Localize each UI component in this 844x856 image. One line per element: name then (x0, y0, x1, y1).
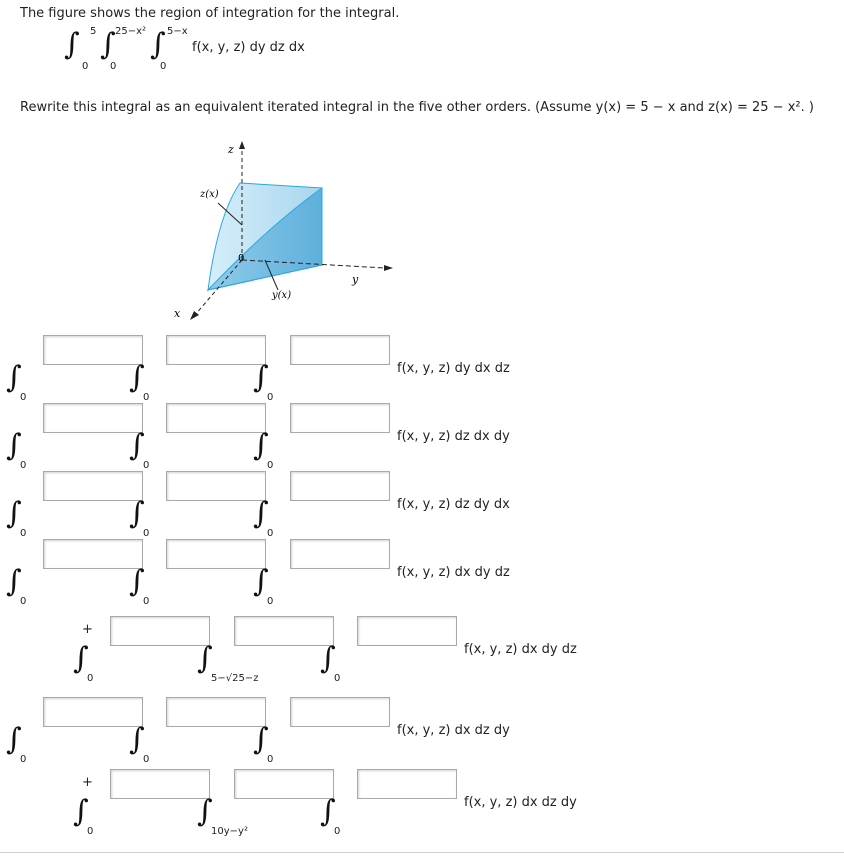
lower-bound: 0 (334, 673, 341, 684)
lower-bound: 0 (87, 826, 94, 837)
answer-input[interactable] (290, 539, 390, 569)
lower-bound: 0 (143, 392, 150, 403)
lower-bound: 0 (267, 392, 274, 403)
lower-bound: 0 (267, 528, 274, 539)
integrand: f(x, y, z) dz dy dx (397, 497, 510, 512)
integral-sign: ∫ (6, 564, 22, 599)
integral-sign: ∫ (253, 564, 269, 599)
lower-bound: 0 (143, 596, 150, 607)
lower-bound: 0 (267, 596, 274, 607)
integrand: f(x, y, z) dy dz dx (192, 40, 305, 55)
answer-input[interactable] (43, 403, 143, 433)
upper-bound: 5−x (167, 26, 188, 37)
integral-sign: ∫ (6, 722, 22, 757)
answer-input[interactable] (43, 471, 143, 501)
zx-label: z(x) (200, 189, 219, 200)
integral-sign: ∫ (6, 496, 22, 531)
lower-bound: 10y−y² (211, 826, 248, 837)
integral-sign: ∫ (320, 641, 336, 676)
lower-bound: 0 (334, 826, 341, 837)
lower-bound: 0 (267, 460, 274, 471)
integral-sign: ∫ (129, 496, 145, 531)
answer-input[interactable] (166, 697, 266, 727)
integral-sign: ∫ (73, 641, 89, 676)
answer-input[interactable] (166, 335, 266, 365)
integrand: f(x, y, z) dx dy dz (464, 642, 577, 657)
y-label: y (352, 273, 359, 286)
z-label: z (228, 143, 234, 156)
lower-bound: 0 (143, 754, 150, 765)
integral-sign: ∫ (197, 794, 213, 829)
bottom-divider (0, 852, 844, 853)
x-label: x (174, 307, 181, 320)
answer-input[interactable] (166, 471, 266, 501)
plus-sign: + (82, 775, 93, 790)
integral-sign: ∫ (320, 794, 336, 829)
lower-bound: 0 (20, 392, 27, 403)
upper-bound: 5 (90, 26, 97, 37)
answer-input[interactable] (357, 769, 457, 799)
integral-sign: ∫ (129, 428, 145, 463)
yx-label: y(x) (272, 290, 292, 301)
origin-label: 0 (238, 253, 245, 264)
answer-input[interactable] (43, 539, 143, 569)
answer-input[interactable] (290, 697, 390, 727)
answer-input[interactable] (290, 471, 390, 501)
integral-sign: ∫ (197, 641, 213, 676)
integrand: f(x, y, z) dz dx dy (397, 429, 510, 444)
lower-bound: 0 (110, 61, 117, 72)
lower-bound: 0 (87, 673, 94, 684)
integrand: f(x, y, z) dx dz dy (464, 795, 577, 810)
answer-input[interactable] (290, 403, 390, 433)
answer-input[interactable] (234, 769, 334, 799)
answer-input[interactable] (110, 769, 210, 799)
lower-bound: 0 (267, 754, 274, 765)
intro-text: The figure shows the region of integration for the integral. (20, 6, 400, 21)
integral-sign: ∫ (129, 722, 145, 757)
upper-bound: 25−x² (115, 26, 147, 37)
integral-sign: ∫ (253, 360, 269, 395)
answer-input[interactable] (43, 335, 143, 365)
plus-sign: + (82, 622, 93, 637)
region-figure (160, 135, 400, 325)
lower-bound: 0 (143, 460, 150, 471)
answer-input[interactable] (357, 616, 457, 646)
integral-sign: ∫ (73, 794, 89, 829)
lower-bound: 0 (20, 596, 27, 607)
lower-bound: 0 (20, 754, 27, 765)
integral-sign: ∫ (253, 722, 269, 757)
integral-sign: ∫ (253, 496, 269, 531)
answer-input[interactable] (290, 335, 390, 365)
instruction-text: Rewrite this integral as an equivalent iterated integral in the five other orders. (Assume y(x) = 5 − x and z(x) = 25 − x². ) (20, 100, 814, 115)
integrand: f(x, y, z) dx dz dy (397, 723, 510, 738)
integral-sign: ∫ (64, 27, 80, 62)
lower-bound: 5−√25−z (211, 673, 259, 684)
answer-input[interactable] (110, 616, 210, 646)
lower-bound: 0 (143, 528, 150, 539)
lower-bound: 0 (20, 460, 27, 471)
lower-bound: 0 (20, 528, 27, 539)
lower-bound: 0 (82, 61, 89, 72)
integrand: f(x, y, z) dx dy dz (397, 565, 510, 580)
lower-bound: 0 (160, 61, 167, 72)
integral-sign: ∫ (129, 360, 145, 395)
integral-sign: ∫ (100, 27, 116, 62)
answer-input[interactable] (234, 616, 334, 646)
integrand: f(x, y, z) dy dx dz (397, 361, 510, 376)
integral-sign: ∫ (253, 428, 269, 463)
integral-sign: ∫ (6, 360, 22, 395)
answer-input[interactable] (166, 539, 266, 569)
integral-sign: ∫ (6, 428, 22, 463)
integral-sign: ∫ (150, 27, 166, 62)
integral-sign: ∫ (129, 564, 145, 599)
answer-input[interactable] (166, 403, 266, 433)
answer-input[interactable] (43, 697, 143, 727)
